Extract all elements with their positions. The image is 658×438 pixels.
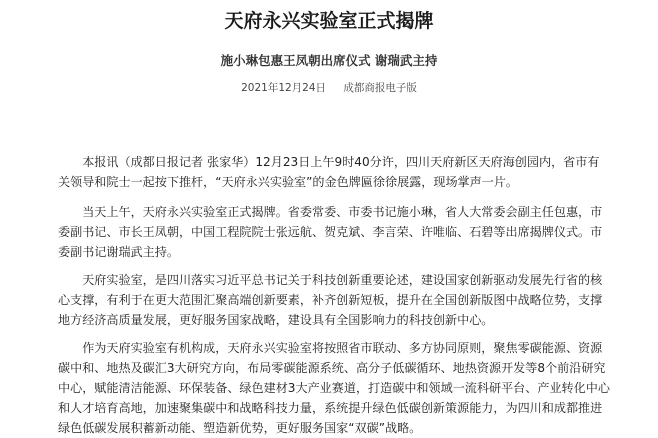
article-paragraph: 当天上午，天府永兴实验室正式揭牌。省委常委、市委书记施小琳，省人大常委会副主任包惠，市委副书记、市长王凤朝，中国工程院院士张远航、贺克斌、李言荣、许唯临、石碧等出席揭牌仪式。市委副书记谢瑞武主持。 xyxy=(58,205,603,259)
article-paragraph: 天府实验室，是四川落实习近平总书记关于科技创新重要论述，建设国家创新驱动发展先行省的核心支撑，有利于在更大范围汇聚高端创新要素，补齐创新短板，提升在全国创新版图中战略位势，支撑地方经济高质量发展，更好服务国家战略，建设具有全国影响力的科技创新中心。 xyxy=(58,273,603,327)
article-paragraph: 作为天府实验室有机构成，天府永兴实验室将按照省市联动、多方协同原则，聚焦零碳能源、资源碳中和、地热及碳汇3大研究方向，布局零碳能源系统、高分子低碳循环、地热资源开发等8个前沿研究中心，赋能清洁能源、环保装备、绿色建材3大产业赛道，打造碳中和领域一流科研平台、产业转化中心和人才培育高地，加速聚集碳中和战略科技力量，系统提升绿色低碳创新策源能力，为四川和成都推进绿色低碳发展积蓄新动能、塑造新优势，更好服务国家“双碳”战略。 xyxy=(58,341,610,435)
article-subheadline: 施小琳包惠王凤朝出席仪式 谢瑞武主持 xyxy=(220,53,438,68)
article-paragraph: 本报讯（成都日报记者 张家华）12月23日上午9时40分许，四川天府新区天府海创园内，省市有关领导和院士一起按下推杆，“天府永兴实验室”的金色牌匾徐徐展露，现场掌声一片。 xyxy=(58,155,600,189)
publish-date: 2021年12月24日 xyxy=(241,82,327,94)
publication-source: 成都商报电子版 xyxy=(343,82,417,94)
article-meta xyxy=(0,80,658,96)
article-headline: 天府永兴实验室正式揭牌 xyxy=(224,10,434,32)
